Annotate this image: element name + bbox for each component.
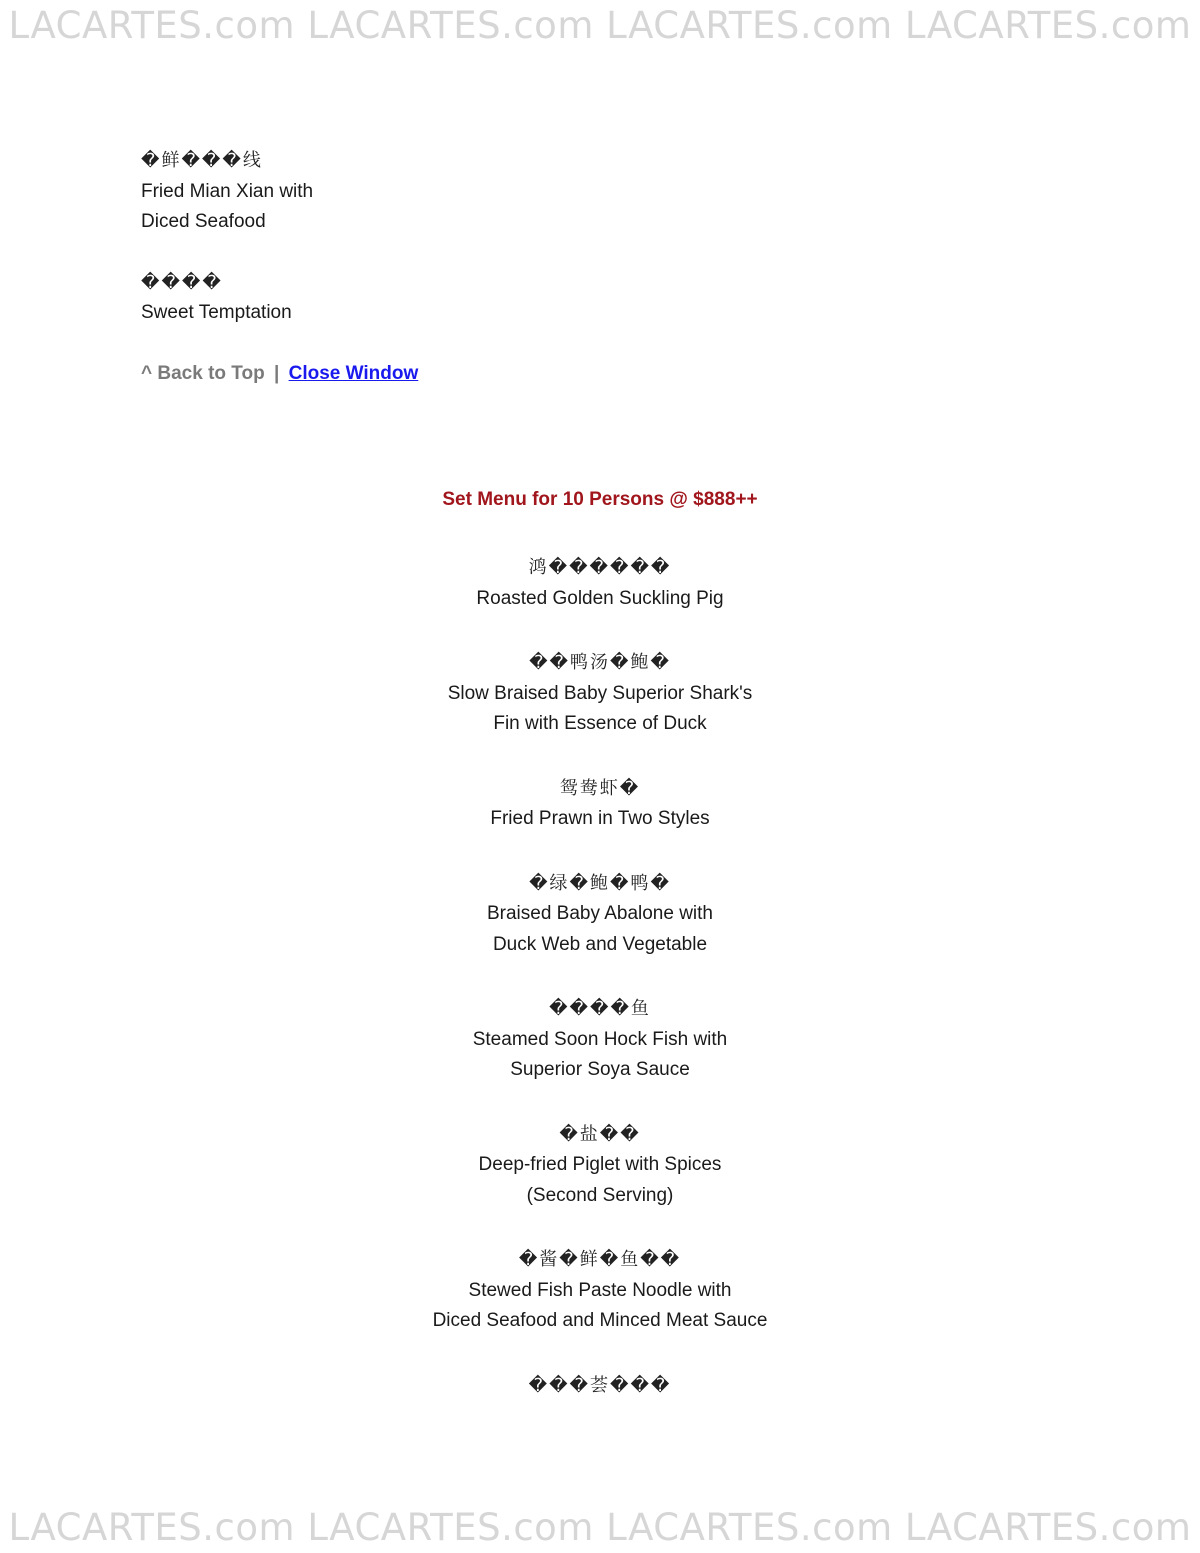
dish-name-english: Stewed Fish Paste Noodle with bbox=[468, 1279, 732, 1301]
dish-name-english: Deep-fried Piglet with Spices bbox=[478, 1154, 722, 1175]
dish-name-chinese: ����鱼 bbox=[549, 998, 651, 1019]
dish-name-chinese: �酱�鲜�鱼�� bbox=[518, 1249, 682, 1270]
menu-item bbox=[300, 869, 900, 961]
watermark-top: LACARTES.com LACARTES.com LACARTES.com LACARTES.com bbox=[8, 4, 1192, 47]
dish-name-english: Diced Seafood bbox=[141, 211, 266, 232]
dish-name-chinese: 鸳鸯虾� bbox=[559, 777, 641, 799]
page-nav bbox=[141, 359, 641, 390]
dish-name-english: Diced Seafood and Minced Meat Sauce bbox=[432, 1310, 768, 1331]
dish-name-english: Fried Prawn in Two Styles bbox=[490, 808, 710, 829]
menu-item bbox=[141, 146, 641, 238]
dish-name-chinese: 鸿������ bbox=[528, 557, 672, 578]
menu-item bbox=[300, 994, 900, 1086]
menu-item bbox=[300, 648, 900, 740]
close-window-link[interactable]: Close Window bbox=[288, 362, 419, 384]
watermark-bottom: LACARTES.com LACARTES.com LACARTES.com LACARTES.com bbox=[8, 1506, 1192, 1549]
dish-name-chinese: ���� bbox=[141, 271, 223, 293]
menu-item bbox=[300, 1245, 900, 1337]
dish-name-chinese: ���荟��� bbox=[528, 1374, 672, 1396]
dish-name-english: Steamed Soon Hock Fish with bbox=[472, 1028, 728, 1050]
nav-separator: | bbox=[273, 362, 280, 384]
dish-name-english: Roasted Golden Suckling Pig bbox=[476, 587, 724, 609]
menu-item bbox=[300, 1120, 900, 1212]
dish-name-english: (Second Serving) bbox=[526, 1184, 674, 1206]
menu-item bbox=[141, 268, 641, 329]
menu-continuation bbox=[141, 146, 641, 389]
dish-name-english: Slow Braised Baby Superior Shark's bbox=[447, 682, 753, 704]
dish-name-english: Fried Mian Xian with bbox=[141, 180, 314, 202]
menu-item bbox=[300, 553, 900, 614]
dish-name-english: Superior Soya Sauce bbox=[510, 1059, 690, 1080]
back-to-top-link[interactable]: ^ Back to Top bbox=[141, 362, 265, 384]
dish-name-chinese: �鲜���线 bbox=[141, 150, 263, 171]
menu-item bbox=[300, 1371, 900, 1402]
dish-name-chinese: �盐�� bbox=[559, 1123, 641, 1145]
dish-name-english: Sweet Temptation bbox=[141, 302, 292, 323]
dish-name-english: Braised Baby Abalone with bbox=[486, 903, 714, 924]
dish-name-english: Fin with Essence of Duck bbox=[493, 713, 707, 734]
set-menu-title: Set Menu for 10 Persons @ $888++ bbox=[442, 489, 758, 510]
dish-name-chinese: ��鸭汤�鲍� bbox=[529, 652, 671, 673]
dish-name-chinese: �绿�鲍�鸭� bbox=[529, 872, 671, 894]
dish-name-english: Duck Web and Vegetable bbox=[492, 933, 708, 955]
set-menu-list bbox=[300, 553, 900, 1435]
menu-item bbox=[300, 774, 900, 835]
